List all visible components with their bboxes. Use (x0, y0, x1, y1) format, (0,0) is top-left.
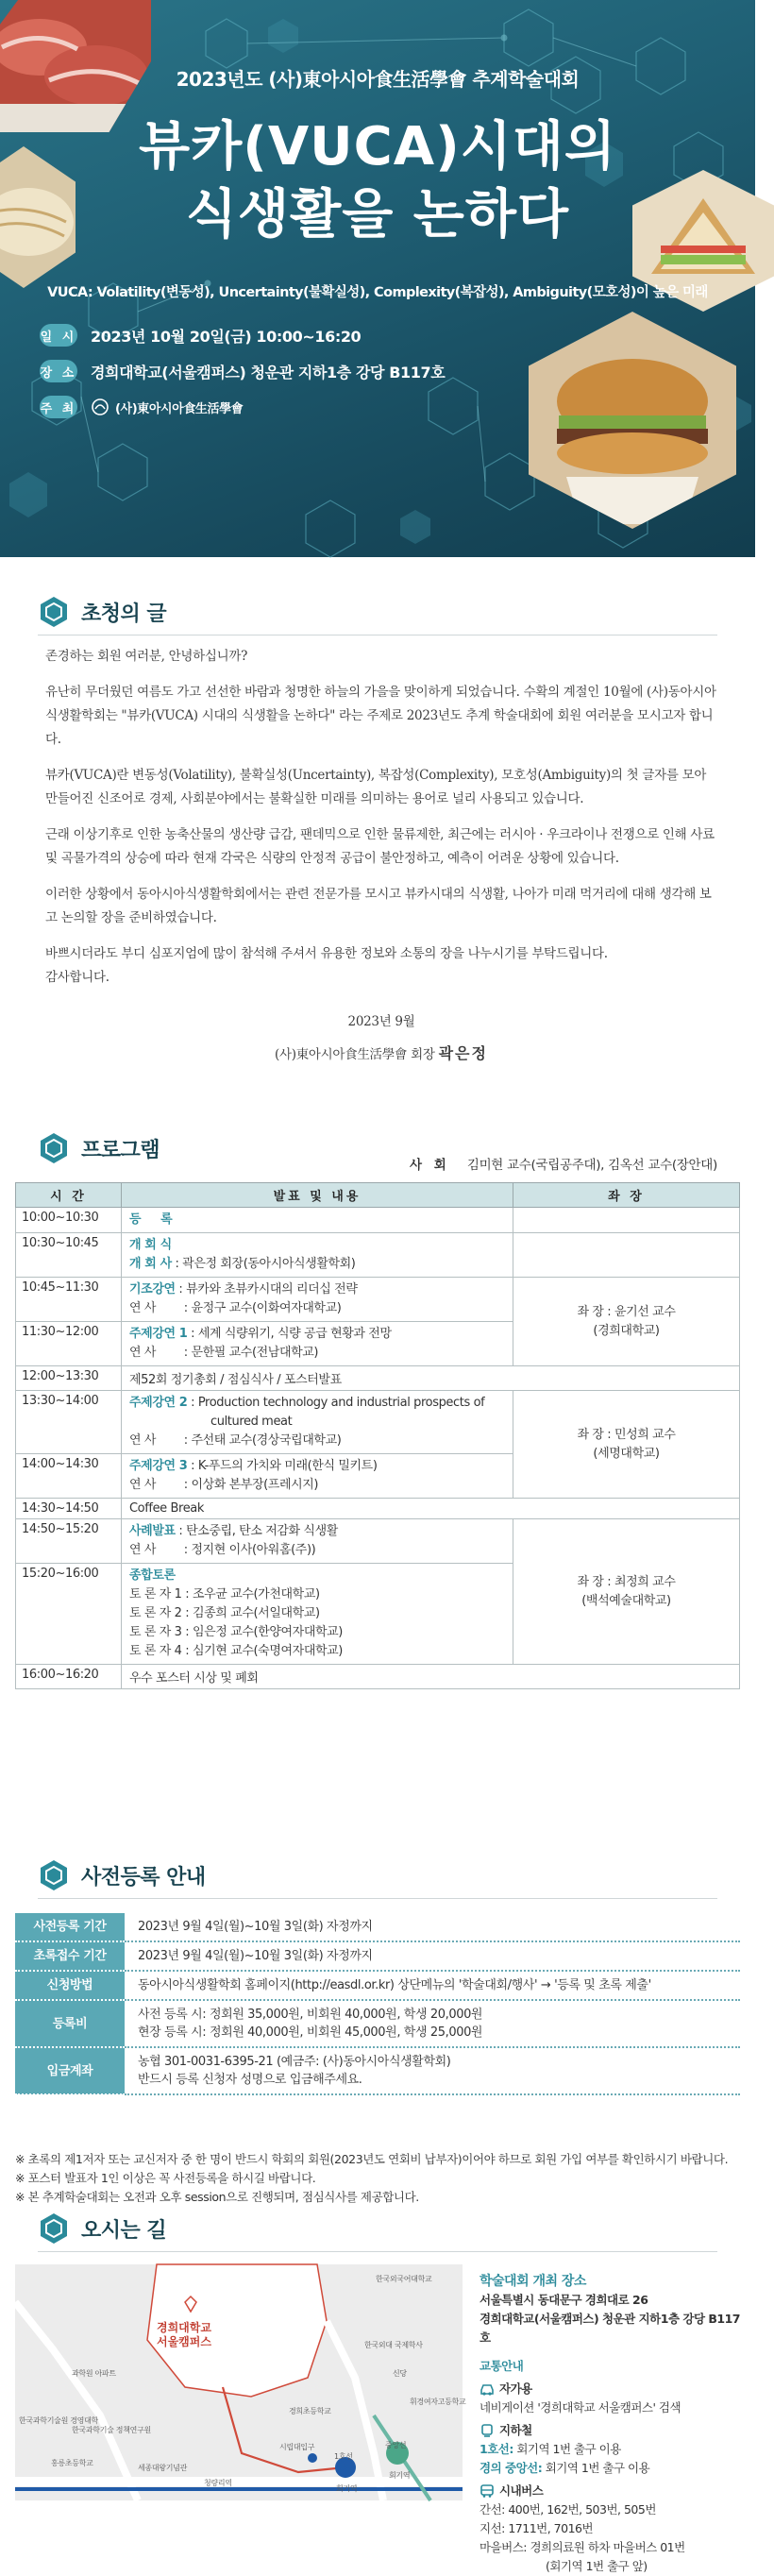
col-time: 시 간 (16, 1183, 122, 1208)
place-value: 경희대학교(서울캠퍼스) 청운관 지하1층 강당 B117호 (91, 363, 446, 381)
letter-thanks: 감사합니다. (45, 970, 109, 985)
venue-heading: 학술대회 개최 장소 (480, 2274, 586, 2289)
bus-mode: 시내버스 (480, 2482, 744, 2500)
map-label: 휘경여자고등학교 (410, 2398, 466, 2406)
map-destination-label: 경희대학교 서울캠퍼스 (157, 2321, 211, 2348)
invitation-title: 초청의 글 (81, 602, 167, 626)
subway-line-2: 경의 중앙선: 회기역 1번 출구 이용 (480, 2461, 650, 2475)
map-label: 과학원 아파트 (72, 2369, 116, 2378)
subway-icon (480, 2424, 495, 2437)
letter-paragraph-2: 뷰카(VUCA)란 변동성(Volatility), 불확실성(Uncertainty), 복잡성(Complexity), 모호성(Ambiguity)의 첫 글자를 모아 만들어진 신조어로 경제, 사회분야에서는 불확실한 미래를 의미하는 용어로 널리 사용되고 있습니다. (45, 768, 707, 806)
map-label: 중앙선 (385, 2441, 407, 2449)
venue-address-2: 경희대학교(서울캠퍼스) 청운관 지하1층 강당 B117호 (480, 2312, 741, 2345)
divider (38, 1898, 717, 1899)
invitation-heading (38, 593, 166, 631)
subway-line-1: 1호선: 회기역 1번 출구 이용 (480, 2442, 621, 2456)
table-row: 14:50~15:20 사례발표 : 탄소중립, 탄소 저감화 식생활 연 사 : 정지현 이사(아워홈(주)) 좌 장 : 최정희 교수 (백석예술대학교) (16, 1519, 740, 1564)
hexagon-icon (38, 1132, 70, 1164)
map-label: 회기역 (389, 2471, 411, 2480)
table-row: 15:20~16:00 종합토론 토 론 자 1 : 조우균 교수(가천대학교) 토 론 자 2 : 김종희 교수(서일대학교) 토 론 자 3 : 임은정 교수(한양여자대학교) 토 론 자 4 : 심기현 교수(숙명여자대학교) (16, 1564, 740, 1665)
car-text: 네비게이션 '경희대학교 서울캠퍼스' 검색 (480, 2400, 681, 2415)
map-label: 한국외대 국제학사 (364, 2341, 423, 2349)
hexagon-icon (38, 1859, 70, 1891)
venue-address-1: 서울특별시 동대문구 경희대로 26 (480, 2293, 648, 2307)
table-header-row (16, 1183, 740, 1208)
letter-paragraph-1: 유난히 무더웠던 여름도 가고 선선한 바람과 청명한 하늘의 가을을 맞이하게 되었습니다. 수확의 계절인 10월에 (사)동아시아식생활학회는 "뷰카(VUCA) 시대의 식생활을 논하다" 라는 주제로 2023년도 추계 학술대회에 회원 여러분을 모시고자 합니다. (45, 685, 716, 747)
map-label: 회기역 (336, 2484, 358, 2493)
chair-morning: 좌 장 : 윤기선 교수 (경희대학교) (513, 1278, 740, 1366)
letter-paragraph-5: 바쁘시더라도 부디 심포지엄에 많이 참석해 주셔서 유용한 정보와 소통의 장을 나누시기를 부탁드립니다. (45, 946, 608, 961)
registration-title: 사전등록 안내 (81, 1865, 206, 1890)
car-icon (480, 2382, 495, 2396)
directions-title: 오시는 길 (81, 2218, 167, 2243)
letter-date: 2023년 9월 (347, 1014, 415, 1029)
host-label: 주 최 (40, 396, 77, 418)
table-row: 11:30~12:00 주제강연 1 : 세계 식량위기, 식량 공급 현황과 전망 연 사 : 문한필 교수(전남대학교) (16, 1322, 740, 1366)
map-label: 1호선 (334, 2452, 353, 2461)
program-table (15, 1182, 740, 1689)
col-content: 발표 및 내용 (122, 1183, 513, 1208)
bus-line-2: 지선: 1711번, 7016번 (480, 2521, 594, 2535)
table-row: 14:00~14:30 주제강연 3 : K-푸드의 가치와 미래(한식 밀키트) 연 사 : 이상화 본부장(프레시지) (16, 1454, 740, 1499)
table-row: 초록접수 기간 2023년 9월 4일(월)~10월 3일(화) 자정까지 (15, 1941, 740, 1971)
hexagon-icon (38, 2212, 70, 2245)
registration-heading (38, 1856, 206, 1894)
date-label: 일 시 (40, 324, 77, 347)
registration-notes: ※ 초록의 제1저자 또는 교신저자 중 한 명이 반드시 학회의 회원(2023년도 연회비 납부자)이어야 하므로 회원 가입 여부를 확인하시기 바랍니다. ※ 포스터 발표자 1인 이상은 꼭 사전등록을 하시길 바랍니다. ※ 본 추계학술대회는 오전과 오후 session으로 진행되며, 점심식사를 제공합니다. (15, 2152, 729, 2204)
event-title (0, 113, 755, 249)
event-title-line2: 식생활을 논하다 (185, 184, 570, 246)
registration-table (15, 1913, 740, 2095)
campus-map (15, 2264, 466, 2500)
divider (38, 635, 717, 636)
event-subtitle: 2023년도 (사)東아시아食生活學會 추계학술대회 (176, 68, 580, 91)
directions-heading (38, 2210, 166, 2247)
bus-icon (480, 2484, 495, 2498)
moderator-info (410, 1154, 717, 1173)
letter-greeting: 존경하는 회원 여러분, 안녕하십니까? (45, 649, 248, 664)
signer-org: (사)東아시아食生活學會 회장 (275, 1047, 435, 1062)
signer-name: 곽은정 (438, 1044, 488, 1062)
map-label: 청량리역 (204, 2479, 232, 2487)
table-row: 신청방법 동아시아식생활학회 홈페이지(http://easdl.or.kr) 상단메뉴의 '학술대회/행사' → '등록 및 초록 제출' (15, 1971, 740, 2000)
chair-afternoon-2: 좌 장 : 최정희 교수 (백석예술대학교) (513, 1519, 740, 1665)
table-row: 14:30~14:50 Coffee Break (16, 1499, 740, 1519)
vuca-definition: VUCA: Volatility(변동성), Uncertainty(불확실성), Complexity(복잡성), Ambiguity(모호성)이 높은 미래 (47, 285, 708, 300)
map-label: 경희초등학교 (289, 2407, 331, 2415)
event-date-row (40, 321, 361, 349)
bus-line-3: 마을버스: 경희의료원 하차 마을버스 01번 (480, 2540, 685, 2554)
hexagon-icon (38, 596, 70, 628)
subway-mode: 지하철 (480, 2421, 744, 2440)
table-row: 16:00~16:20 우수 포스터 시상 및 폐회 (16, 1665, 740, 1689)
program-heading (38, 1129, 160, 1167)
map-label: 홍릉초등학교 (51, 2459, 93, 2467)
table-row: 등록비 사전 등록 시: 정회원 35,000원, 비회원 40,000원, 학생 20,000원 현장 등록 시: 정회원 40,000원, 비회원 45,000원, 학생 25,000원 (15, 2000, 740, 2047)
transport-heading: 교통안내 (480, 2359, 524, 2373)
letter-paragraph-3: 근래 이상기후로 인한 농축산물의 생산량 급감, 팬데믹으로 인한 물류제한, 최근에는 러시아 · 우크라이나 전쟁으로 인해 사료 및 곡물가격의 상승에 따라 현재 각국은 식량의 안정적 공급이 불안정하고, 예측이 어려운 상황에 있습니다. (45, 827, 715, 866)
event-place-row (40, 357, 445, 385)
car-mode: 자가용 (480, 2380, 744, 2398)
table-row: 입금계좌 농협 301-0031-6395-21 (예금주: (사)동아시아식생활학회) 반드시 등록 신청자 성명으로 입금해주세요. (15, 2047, 740, 2094)
directions-info (480, 2272, 744, 2576)
moderator-label: 사 회 (410, 1158, 450, 1173)
map-label: 한국외국어대학교 (376, 2275, 432, 2283)
map-label: 신당 (393, 2369, 407, 2378)
host-value: (사)東아시아食生活學會 (115, 401, 244, 416)
map-label: 세종대왕기념관 (138, 2464, 187, 2472)
table-row: 12:00~13:30 제52회 정기총회 / 점심식사 / 포스터발표 (16, 1366, 740, 1391)
date-value: 2023년 10월 20일(금) 10:00~16:20 (91, 327, 362, 346)
table-row: 13:30~14:00 주제강연 2 : Production technology and industrial prospects of cultured meat 연 사 : 주선태 교수(경상국립대학교) 좌 장 : 민성희 교수 (세명대학교) (16, 1391, 740, 1454)
map-label: 한국과학기술 정책연구원 (72, 2426, 151, 2434)
chair-afternoon-1: 좌 장 : 민성희 교수 (세명대학교) (513, 1391, 740, 1499)
map-label: 한국과학기술원 경영대학 (19, 2416, 98, 2425)
table-row: 10:45~11:30 기조강연 : 뷰카와 초뷰카시대의 리더십 전략 연 사 : 윤정구 교수(이화여자대학교) 좌 장 : 윤기선 교수 (경희대학교) (16, 1278, 740, 1322)
hero-banner (0, 0, 755, 557)
place-label: 장 소 (40, 360, 77, 382)
event-title-line1: 뷰카(VUCA)시대의 (139, 116, 616, 178)
table-row: 10:30~10:45 개 회 식 개 회 사 : 곽은정 회장(동아시아식생활학회) (16, 1233, 740, 1278)
letter-signature (45, 1042, 717, 1067)
moderator-value: 김미현 교수(국립공주대), 김옥선 교수(장안대) (466, 1158, 717, 1173)
table-row: 사전등록 기간 2023년 9월 4일(월)~10월 3일(화) 자정까지 (15, 1913, 740, 1941)
invitation-letter (45, 645, 717, 1067)
bus-line-1: 간선: 400번, 162번, 503번, 505번 (480, 2502, 656, 2517)
col-chair: 좌 장 (513, 1183, 740, 1208)
table-row: 10:00~10:30 등 록 (16, 1208, 740, 1233)
bus-line-4: (회기역 1번 출구 앞) (546, 2559, 648, 2573)
event-host-row (40, 393, 243, 421)
letter-paragraph-4: 이러한 상황에서 동아시아식생활학회에서는 관련 전문가를 모시고 뷰카시대의 식생활, 나아가 미래 먹거리에 대해 생각해 보고 논의할 장을 준비하였습니다. (45, 887, 712, 925)
divider (38, 2251, 717, 2252)
map-label: 시립대입구 (279, 2443, 315, 2451)
program-title: 프로그램 (81, 1138, 160, 1162)
society-logo-icon (91, 398, 109, 416)
